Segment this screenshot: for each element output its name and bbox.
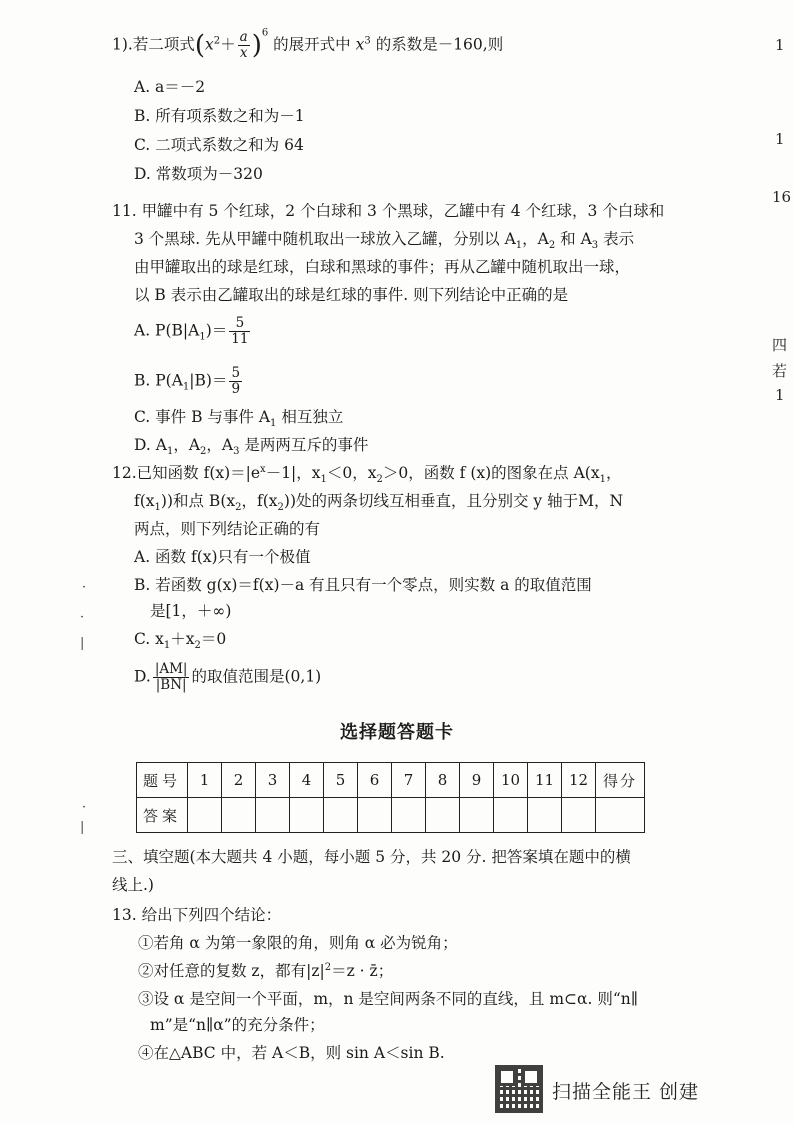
q11-line-2: 3 个黑球. 先从甲罐中随机取出一球放入乙罐，分别以 $A_1$，$A_2$ 和 $A_3$ 表示 bbox=[134, 230, 635, 252]
answer-card-table bbox=[136, 762, 645, 833]
row-label-number: 题号 bbox=[137, 763, 188, 798]
q13-item-1: ①若角 α 为第一象限的角，则角 α 必为锐角； bbox=[138, 934, 458, 952]
q13-item-3-line-1: ③设 α 是空间一个平面，m，n 是空间两条不同的直线，且 m⊂α. 则“n∥ bbox=[138, 990, 638, 1008]
q13-stem: 13. 给出下列四个结论： bbox=[112, 906, 282, 924]
q11-option-d: D. $A_1$，$A_2$，$A_3$ 是两两互斥的事件 bbox=[134, 436, 369, 458]
q12-option-a: A. 函数 f(x)只有一个极值 bbox=[134, 548, 311, 566]
answer-cell[interactable] bbox=[324, 798, 358, 833]
q13-item-4: ④在△ABC 中，若 A＜B，则 sin A＜sin B. bbox=[138, 1044, 445, 1062]
edge-fragment: 1 bbox=[775, 386, 785, 404]
number-cell: 11 bbox=[528, 763, 562, 798]
q13-item-2: ②对任意的复数 z，都有$|z|^2=z$ · z̄； bbox=[138, 961, 394, 980]
score-cell[interactable] bbox=[596, 798, 645, 833]
number-cell: 4 bbox=[290, 763, 324, 798]
scan-mark: · bbox=[80, 610, 85, 625]
score-label: 得分 bbox=[596, 763, 645, 798]
section3-heading-line-1: 三、填空题(本大题共 4 小题，每小题 5 分，共 20 分. 把答案填在题中的横 bbox=[112, 848, 631, 866]
number-cell: 12 bbox=[562, 763, 596, 798]
answer-cell[interactable] bbox=[562, 798, 596, 833]
edge-fragment: 16 bbox=[772, 188, 792, 206]
edge-fragment: 若 bbox=[772, 362, 788, 380]
scanner-watermark: 扫描全能王 创建 bbox=[552, 1081, 700, 1103]
q11-option-b: B. $P(A_1|B)=$ $\frac{5}{9}$ bbox=[134, 365, 241, 397]
answer-card-number-row bbox=[137, 763, 645, 798]
number-cell: 2 bbox=[222, 763, 256, 798]
answer-cell[interactable] bbox=[494, 798, 528, 833]
answer-card-title: 选择题答题卡 bbox=[340, 722, 454, 743]
answer-cell[interactable] bbox=[256, 798, 290, 833]
number-cell: 5 bbox=[324, 763, 358, 798]
q12-option-b-line-1: B. 若函数 g(x)＝f(x)－a 有且只有一个零点，则实数 a 的取值范围 bbox=[134, 576, 592, 594]
scan-mark: | bbox=[80, 636, 85, 651]
number-cell: 8 bbox=[426, 763, 460, 798]
answer-cell[interactable] bbox=[358, 798, 392, 833]
answer-cell[interactable] bbox=[528, 798, 562, 833]
number-cell: 9 bbox=[460, 763, 494, 798]
answer-cell[interactable] bbox=[426, 798, 460, 833]
edge-fragment: 四 bbox=[772, 336, 788, 354]
answer-cell[interactable] bbox=[392, 798, 426, 833]
q11-option-a: A. $P(B|A_1)=$ $\frac{5}{11}$ bbox=[134, 315, 249, 347]
q11-line-1: 11. 甲罐中有 5 个红球，2 个白球和 3 个黑球，乙罐中有 4 个红球，3 个白球和 bbox=[112, 202, 665, 220]
q10-option-b: B. 所有项系数之和为－1 bbox=[134, 107, 305, 125]
q12-option-d: D. $\frac{|AM|}{|BN|}$ 的取值范围是(0,1) bbox=[134, 661, 322, 693]
number-cell: 6 bbox=[358, 763, 392, 798]
section3-heading-line-2: 线上.) bbox=[112, 876, 154, 894]
q10-stem: 1).若二项式($x^2+$ $\frac{a}{x}$ )$^6$ 的展开式中 $x^3$ 的系数是－160,则 bbox=[112, 27, 504, 61]
scan-mark: · bbox=[82, 580, 87, 595]
answer-cell[interactable] bbox=[188, 798, 222, 833]
q10-option-c: C. 二项式系数之和为 64 bbox=[134, 136, 304, 154]
q12-line-2: $f(x_1)$)和点 $B(x_2$，$f(x_2)$)处的两条切线互相垂直，且分别交 y 轴于M，N bbox=[134, 492, 624, 514]
answer-card-answer-row bbox=[137, 798, 645, 833]
answer-cell[interactable] bbox=[290, 798, 324, 833]
number-cell: 10 bbox=[494, 763, 528, 798]
q12-line-3: 两点，则下列结论正确的有 bbox=[134, 520, 321, 538]
row-label-answer: 答案 bbox=[137, 798, 188, 833]
number-cell: 7 bbox=[392, 763, 426, 798]
q10-option-d: D. 常数项为－320 bbox=[134, 165, 263, 183]
edge-fragment: 1 bbox=[775, 36, 785, 54]
number-cell: 1 bbox=[188, 763, 222, 798]
q12-option-c: C. $x_1+x_2=0$ bbox=[134, 630, 227, 652]
q10-option-a: A. a＝－2 bbox=[134, 78, 206, 96]
q13-item-3-line-2: m”是“n∥α”的充分条件； bbox=[150, 1016, 325, 1034]
q12-option-b-line-2: 是[1，＋∞) bbox=[150, 602, 232, 620]
q11-line-4: 以 B 表示由乙罐取出的球是红球的事件. 则下列结论中正确的是 bbox=[134, 286, 569, 304]
q11-option-c: C. 事件 B 与事件 $A_1$ 相互独立 bbox=[134, 408, 344, 430]
answer-cell[interactable] bbox=[222, 798, 256, 833]
answer-cell[interactable] bbox=[460, 798, 494, 833]
edge-fragment: 1 bbox=[775, 130, 785, 148]
number-cell: 3 bbox=[256, 763, 290, 798]
q11-line-3: 由甲罐取出的球是红球，白球和黑球的事件；再从乙罐中随机取出一球， bbox=[134, 258, 631, 276]
scan-mark: · bbox=[82, 800, 87, 815]
qr-code-icon bbox=[495, 1065, 543, 1113]
scan-mark: | bbox=[80, 820, 85, 835]
q12-line-1: 12.已知函数 $f(x)=|e^x-1|$，$x_1<0$，$x_2>0$，函数 f (x)的图象在点 $A(x_1$， bbox=[112, 463, 622, 486]
